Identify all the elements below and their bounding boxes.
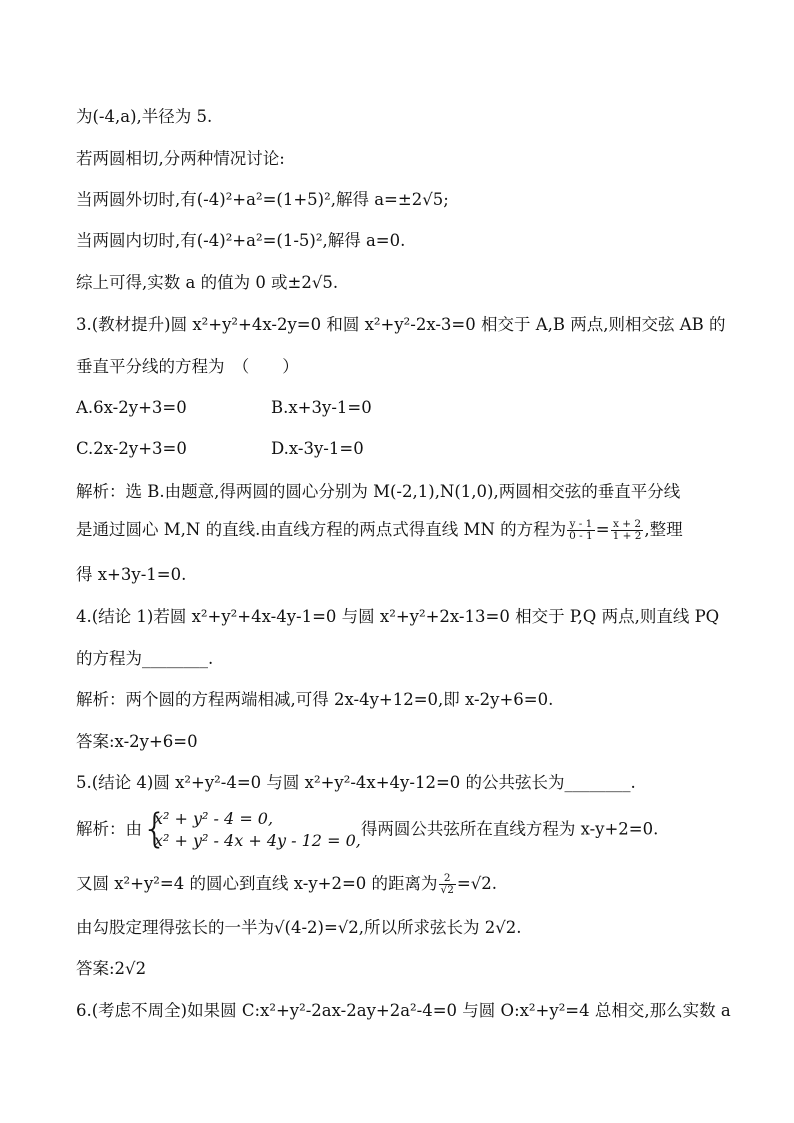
option-c: C.2x-2y+3=0 <box>76 439 187 458</box>
equation: x² + y² - 4 = 0, <box>154 809 274 828</box>
fraction-numerator: x + 2 <box>611 519 644 531</box>
question-5: 5.(结论 4)圆 x²+y²-4=0 与圆 x²+y²-4x+4y-12=0 的公共弦长为________. <box>76 773 636 792</box>
solution-line: 由勾股定理得弦长的一半为√(4-2)=√2,所以所求弦长为 2√2. <box>76 918 522 937</box>
text-segment: 是通过圆心 M,N 的直线.由直线方程的两点式得直线 MN 的方程为 <box>76 520 567 539</box>
fraction-denominator: √2 <box>440 884 454 896</box>
text-segment: 得两圆公共弦所在直线方程为 x-y+2=0. <box>360 819 659 839</box>
solution-line: 解析：选 B.由题意,得两圆的圆心分别为 M(-2,1),N(1,0),两圆相交弦的垂直平分线 <box>76 482 681 501</box>
fraction-denominator: 0 - 1 <box>569 530 593 542</box>
solution-line-distance <box>76 873 497 896</box>
equals-sign: = <box>595 520 610 539</box>
text-line: 为(-4,a),半径为 5. <box>76 107 213 126</box>
text-segment: 又圆 x²+y²=4 的圆心到直线 x-y+2=0 的距离为 <box>76 874 438 893</box>
text-line: 得 x+3y-1=0. <box>76 565 187 584</box>
option-b: B.x+3y-1=0 <box>271 398 372 417</box>
option-a: A.6x-2y+3=0 <box>76 398 187 417</box>
options-row <box>76 397 372 419</box>
solution-line-system <box>76 808 658 852</box>
text-segment: ,整理 <box>644 520 683 539</box>
fraction-numerator: y - 1 <box>567 519 595 531</box>
solution-line: 解析：两个圆的方程两端相减,可得 2x-4y+12=0,即 x-2y+6=0. <box>76 690 554 709</box>
solution-line-fraction <box>76 519 683 542</box>
fraction <box>439 873 456 896</box>
question-4: 4.(结论 1)若圆 x²+y²+4x-4y-1=0 与圆 x²+y²+2x-13=0 相交于 P,Q 两点,则直线 PQ <box>76 607 720 626</box>
question-3: 3.(教材提升)圆 x²+y²+4x-2y=0 和圆 x²+y²-2x-3=0 相交于 A,B 两点,则相交弦 AB 的 <box>76 315 726 334</box>
text-line: 垂直平分线的方程为 （ ） <box>76 357 299 376</box>
option-d: D.x-3y-1=0 <box>271 439 364 458</box>
answer-line: 答案:2√2 <box>76 959 147 978</box>
text-line: 当两圆内切时,有(-4)²+a²=(1-5)²,解得 a=0. <box>76 231 406 250</box>
fraction-denominator: 1 + 2 <box>612 530 642 542</box>
answer-line: 答案:x-2y+6=0 <box>76 732 198 751</box>
text-segment: =√2. <box>456 874 498 893</box>
equation: x² + y² - 4x + 4y - 12 = 0, <box>154 831 361 850</box>
text-line: 若两圆相切,分两种情况讨论: <box>76 149 285 168</box>
fraction-numerator: 2 <box>439 873 456 885</box>
question-6: 6.(考虑不周全)如果圆 C:x²+y²-2ax-2ay+2a²-4=0 与圆 O:x²+y²=4 总相交,那么实数 a <box>76 1001 731 1020</box>
fraction <box>611 519 644 542</box>
text-segment: 解析：由 <box>76 819 142 839</box>
options-row <box>76 438 364 460</box>
equation-system <box>142 808 361 852</box>
text-line: 综上可得,实数 a 的值为 0 或±2√5. <box>76 273 339 292</box>
fraction <box>567 519 595 542</box>
brace-icon: { <box>142 806 168 852</box>
text-line: 的方程为________. <box>76 649 214 668</box>
text-line: 当两圆外切时,有(-4)²+a²=(1+5)²,解得 a=±2√5; <box>76 190 449 209</box>
